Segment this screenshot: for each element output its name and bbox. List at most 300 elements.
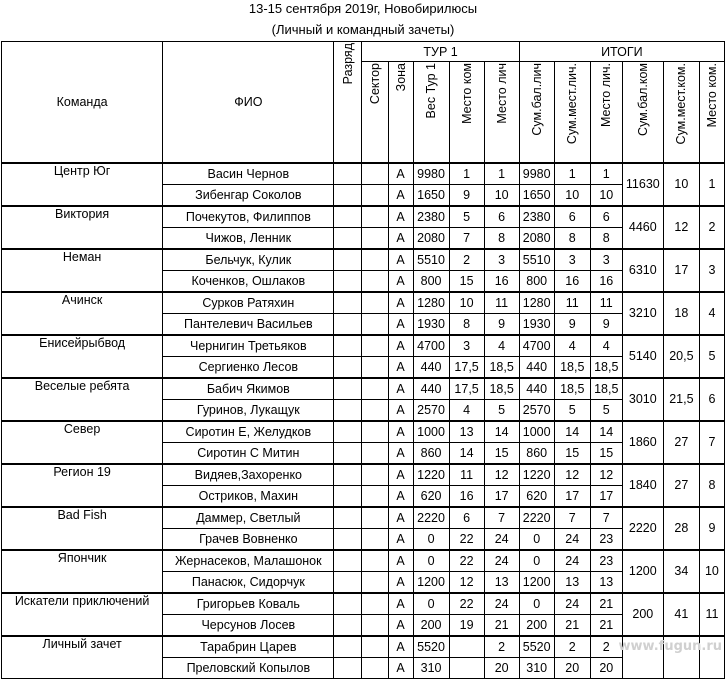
sum-places-team-cell: 27 bbox=[663, 464, 699, 507]
rank-cell bbox=[334, 399, 362, 421]
rank-cell bbox=[334, 227, 362, 249]
place-team-total-cell: 4 bbox=[699, 292, 724, 335]
place-team-cell: 17,5 bbox=[449, 378, 484, 400]
sum-places-team-cell: 34 bbox=[663, 550, 699, 593]
place-personal-total-cell: 14 bbox=[590, 421, 622, 443]
fio-cell: Тарабрин Царев bbox=[163, 636, 334, 658]
place-personal-total-cell: 8 bbox=[590, 227, 622, 249]
sector-cell bbox=[362, 206, 388, 228]
place-personal-cell: 15 bbox=[484, 442, 519, 464]
team-name-cell: Веселые ребята bbox=[2, 378, 163, 421]
place-personal-total-cell: 23 bbox=[590, 550, 622, 572]
sum-places-personal-cell: 2 bbox=[554, 636, 590, 658]
sum-places-team-cell: 10 bbox=[663, 163, 699, 206]
place-team-cell: 17,5 bbox=[449, 356, 484, 378]
fio-cell: Гуринов, Лукащук bbox=[163, 399, 334, 421]
fio-cell: Пантелевич Васильев bbox=[163, 313, 334, 335]
fio-cell: Остриков, Махин bbox=[163, 485, 334, 507]
place-personal-total-cell: 13 bbox=[590, 571, 622, 593]
rank-cell bbox=[334, 528, 362, 550]
place-personal-total-cell: 12 bbox=[590, 464, 622, 486]
place-personal-total-cell: 3 bbox=[590, 249, 622, 271]
fio-cell: Сергиенко Лесов bbox=[163, 356, 334, 378]
fio-cell: Почекутов, Филиппов bbox=[163, 206, 334, 228]
zone-cell: А bbox=[388, 485, 413, 507]
sum-places-personal-cell: 3 bbox=[554, 249, 590, 271]
rank-cell bbox=[334, 249, 362, 271]
place-personal-cell: 2 bbox=[484, 636, 519, 658]
weight-cell: 0 bbox=[413, 528, 449, 550]
rank-cell bbox=[334, 485, 362, 507]
place-personal-total-cell: 6 bbox=[590, 206, 622, 228]
header-weight: Вес Тур 1 bbox=[413, 62, 449, 163]
place-personal-cell: 11 bbox=[484, 292, 519, 314]
sum-places-personal-cell: 20 bbox=[554, 657, 590, 678]
place-team-cell: 7 bbox=[449, 227, 484, 249]
place-team-cell: 1 bbox=[449, 163, 484, 185]
header-team: Команда bbox=[2, 42, 163, 163]
weight-cell: 5510 bbox=[413, 249, 449, 271]
place-personal-cell: 21 bbox=[484, 614, 519, 636]
page-subtitle: (Личный и командный зачеты) bbox=[0, 22, 726, 37]
place-personal-cell: 24 bbox=[484, 593, 519, 615]
place-personal-cell: 1 bbox=[484, 163, 519, 185]
sum-places-team-cell: 27 bbox=[663, 421, 699, 464]
zone-cell: А bbox=[388, 270, 413, 292]
place-personal-total-cell: 21 bbox=[590, 614, 622, 636]
place-team-total-cell: 5 bbox=[699, 335, 724, 378]
zone-cell: А bbox=[388, 356, 413, 378]
header-tour-1: ТУР 1 bbox=[362, 42, 519, 62]
place-team-total-cell: 8 bbox=[699, 464, 724, 507]
place-personal-cell: 12 bbox=[484, 464, 519, 486]
sum-points-team-cell: 11630 bbox=[622, 163, 663, 206]
fio-cell: Грачев Вовненко bbox=[163, 528, 334, 550]
sector-cell bbox=[362, 292, 388, 314]
table-row bbox=[2, 550, 725, 572]
sector-cell bbox=[362, 335, 388, 357]
header-sum-points-personal: Сум.бал.лич bbox=[519, 62, 554, 163]
rank-cell bbox=[334, 184, 362, 206]
team-name-cell: Искатели приключений bbox=[2, 593, 163, 636]
sum-points-personal-cell: 1000 bbox=[519, 421, 554, 443]
sum-points-personal-cell: 5520 bbox=[519, 636, 554, 658]
sector-cell bbox=[362, 184, 388, 206]
table-row bbox=[2, 593, 725, 615]
sum-places-personal-cell: 10 bbox=[554, 184, 590, 206]
place-personal-cell: 4 bbox=[484, 335, 519, 357]
sum-points-personal-cell: 4700 bbox=[519, 335, 554, 357]
weight-cell: 5520 bbox=[413, 636, 449, 658]
place-team-cell: 22 bbox=[449, 593, 484, 615]
header-fio: ФИО bbox=[163, 42, 334, 163]
fio-cell: Чернигин Третьяков bbox=[163, 335, 334, 357]
weight-cell: 1000 bbox=[413, 421, 449, 443]
place-personal-cell: 9 bbox=[484, 313, 519, 335]
watermark-text: www.fugun.ru bbox=[619, 639, 722, 654]
sector-cell bbox=[362, 163, 388, 185]
place-team-cell: 4 bbox=[449, 399, 484, 421]
table-row bbox=[2, 206, 725, 228]
sector-cell bbox=[362, 442, 388, 464]
sum-places-personal-cell: 1 bbox=[554, 163, 590, 185]
place-personal-total-cell: 20 bbox=[590, 657, 622, 678]
team-name-cell: Центр Юг bbox=[2, 163, 163, 206]
sum-points-personal-cell: 0 bbox=[519, 550, 554, 572]
weight-cell: 800 bbox=[413, 270, 449, 292]
sum-points-personal-cell: 1280 bbox=[519, 292, 554, 314]
place-team-cell: 14 bbox=[449, 442, 484, 464]
sum-places-personal-cell: 9 bbox=[554, 313, 590, 335]
place-personal-total-cell: 9 bbox=[590, 313, 622, 335]
rank-cell bbox=[334, 614, 362, 636]
rank-cell bbox=[334, 507, 362, 529]
zone-cell: А bbox=[388, 184, 413, 206]
weight-cell: 2080 bbox=[413, 227, 449, 249]
place-team-cell: 22 bbox=[449, 550, 484, 572]
place-team-total-cell: 9 bbox=[699, 507, 724, 550]
sum-points-personal-cell: 0 bbox=[519, 593, 554, 615]
sum-points-personal-cell: 310 bbox=[519, 657, 554, 678]
sum-places-personal-cell: 21 bbox=[554, 614, 590, 636]
sum-points-personal-cell: 860 bbox=[519, 442, 554, 464]
place-team-cell: 12 bbox=[449, 571, 484, 593]
fio-cell: Сиротин С Митин bbox=[163, 442, 334, 464]
zone-cell: А bbox=[388, 206, 413, 228]
sum-points-personal-cell: 5510 bbox=[519, 249, 554, 271]
zone-cell: А bbox=[388, 657, 413, 678]
sum-points-personal-cell: 2080 bbox=[519, 227, 554, 249]
weight-cell: 4700 bbox=[413, 335, 449, 357]
zone-cell: А bbox=[388, 313, 413, 335]
place-team-cell: 16 bbox=[449, 485, 484, 507]
sector-cell bbox=[362, 636, 388, 658]
place-personal-cell: 24 bbox=[484, 550, 519, 572]
place-personal-total-cell: 4 bbox=[590, 335, 622, 357]
zone-cell: А bbox=[388, 421, 413, 443]
sum-places-team-cell: 12 bbox=[663, 206, 699, 249]
sector-cell bbox=[362, 528, 388, 550]
rank-cell bbox=[334, 292, 362, 314]
place-team-total-cell: 6 bbox=[699, 378, 724, 421]
place-personal-total-cell: 18,5 bbox=[590, 356, 622, 378]
place-personal-total-cell: 1 bbox=[590, 163, 622, 185]
place-personal-cell: 6 bbox=[484, 206, 519, 228]
zone-cell: А bbox=[388, 163, 413, 185]
sum-places-personal-cell: 24 bbox=[554, 593, 590, 615]
place-personal-total-cell: 7 bbox=[590, 507, 622, 529]
place-team-cell: 22 bbox=[449, 528, 484, 550]
table-row bbox=[2, 421, 725, 443]
sum-places-team-cell: 21,5 bbox=[663, 378, 699, 421]
fio-cell: Черсунов Лосев bbox=[163, 614, 334, 636]
sum-points-team-cell: 3210 bbox=[622, 292, 663, 335]
zone-cell: А bbox=[388, 571, 413, 593]
sum-points-team-cell: 6310 bbox=[622, 249, 663, 292]
weight-cell: 1930 bbox=[413, 313, 449, 335]
sum-points-personal-cell: 9980 bbox=[519, 163, 554, 185]
sector-cell bbox=[362, 378, 388, 400]
team-name-cell: Виктория bbox=[2, 206, 163, 249]
fio-cell: Коченков, Ошлаков bbox=[163, 270, 334, 292]
weight-cell: 1220 bbox=[413, 464, 449, 486]
header-sector: Сектор bbox=[362, 62, 388, 163]
table-row bbox=[2, 249, 725, 271]
header-sum-places-personal: Сум.мест.лич. bbox=[554, 62, 590, 163]
place-personal-total-cell: 15 bbox=[590, 442, 622, 464]
sector-cell bbox=[362, 593, 388, 615]
table-row bbox=[2, 163, 725, 185]
team-name-cell: Ачинск bbox=[2, 292, 163, 335]
zone-cell: А bbox=[388, 227, 413, 249]
weight-cell: 1650 bbox=[413, 184, 449, 206]
place-team-cell: 10 bbox=[449, 292, 484, 314]
sum-points-personal-cell: 200 bbox=[519, 614, 554, 636]
header-place-team: Место ком bbox=[449, 62, 484, 163]
weight-cell: 440 bbox=[413, 378, 449, 400]
fio-cell: Чижов, Ленник bbox=[163, 227, 334, 249]
place-team-cell: 15 bbox=[449, 270, 484, 292]
weight-cell: 9980 bbox=[413, 163, 449, 185]
place-team-cell: 3 bbox=[449, 335, 484, 357]
weight-cell: 2570 bbox=[413, 399, 449, 421]
sum-places-personal-cell: 7 bbox=[554, 507, 590, 529]
fio-cell: Панасюк, Сидорчук bbox=[163, 571, 334, 593]
place-personal-cell: 18,5 bbox=[484, 378, 519, 400]
sector-cell bbox=[362, 313, 388, 335]
sum-places-team-cell: 28 bbox=[663, 507, 699, 550]
fio-cell: Сиротин Е, Желудков bbox=[163, 421, 334, 443]
place-personal-total-cell: 16 bbox=[590, 270, 622, 292]
place-team-total-cell: 1 bbox=[699, 163, 724, 206]
zone-cell: А bbox=[388, 249, 413, 271]
sum-points-personal-cell: 620 bbox=[519, 485, 554, 507]
sector-cell bbox=[362, 227, 388, 249]
sector-cell bbox=[362, 421, 388, 443]
sum-places-team-cell: 18 bbox=[663, 292, 699, 335]
rank-cell bbox=[334, 335, 362, 357]
fio-cell: Видяев,Захоренко bbox=[163, 464, 334, 486]
sum-places-team-cell: 41 bbox=[663, 593, 699, 636]
zone-cell: А bbox=[388, 550, 413, 572]
zone-cell: А bbox=[388, 464, 413, 486]
place-personal-cell: 13 bbox=[484, 571, 519, 593]
zone-cell: А bbox=[388, 593, 413, 615]
sum-points-personal-cell: 1650 bbox=[519, 184, 554, 206]
place-personal-total-cell: 11 bbox=[590, 292, 622, 314]
place-team-cell: 2 bbox=[449, 249, 484, 271]
place-personal-total-cell: 2 bbox=[590, 636, 622, 658]
place-team-total-cell: 3 bbox=[699, 249, 724, 292]
sum-points-personal-cell: 800 bbox=[519, 270, 554, 292]
place-team-total-cell: 10 bbox=[699, 550, 724, 593]
rank-cell bbox=[334, 378, 362, 400]
weight-cell: 0 bbox=[413, 593, 449, 615]
weight-cell: 1200 bbox=[413, 571, 449, 593]
sum-places-team-cell: 20,5 bbox=[663, 335, 699, 378]
weight-cell: 620 bbox=[413, 485, 449, 507]
zone-cell: А bbox=[388, 507, 413, 529]
sum-places-personal-cell: 8 bbox=[554, 227, 590, 249]
fio-cell: Даммер, Светлый bbox=[163, 507, 334, 529]
place-team-total-cell: 2 bbox=[699, 206, 724, 249]
zone-cell: А bbox=[388, 614, 413, 636]
team-name-cell: Енисейрыбвод bbox=[2, 335, 163, 378]
sum-places-personal-cell: 12 bbox=[554, 464, 590, 486]
header-totals: ИТОГИ bbox=[519, 42, 724, 62]
table-row bbox=[2, 636, 725, 658]
rank-cell bbox=[334, 206, 362, 228]
weight-cell: 310 bbox=[413, 657, 449, 678]
sum-points-personal-cell: 1200 bbox=[519, 571, 554, 593]
sector-cell bbox=[362, 356, 388, 378]
place-personal-cell: 7 bbox=[484, 507, 519, 529]
header-rank: Разряд bbox=[334, 42, 362, 163]
sum-points-team-cell: 4460 bbox=[622, 206, 663, 249]
fio-cell: Зибенгар Соколов bbox=[163, 184, 334, 206]
weight-cell: 1280 bbox=[413, 292, 449, 314]
place-personal-cell: 5 bbox=[484, 399, 519, 421]
zone-cell: А bbox=[388, 335, 413, 357]
rank-cell bbox=[334, 571, 362, 593]
header-place-personal: Место лич bbox=[484, 62, 519, 163]
sum-points-team-cell: 2220 bbox=[622, 507, 663, 550]
place-personal-cell: 14 bbox=[484, 421, 519, 443]
sum-points-personal-cell: 1930 bbox=[519, 313, 554, 335]
sum-places-personal-cell: 17 bbox=[554, 485, 590, 507]
place-team-cell: 5 bbox=[449, 206, 484, 228]
sector-cell bbox=[362, 464, 388, 486]
sum-points-personal-cell: 2380 bbox=[519, 206, 554, 228]
place-team-cell: 9 bbox=[449, 184, 484, 206]
sum-points-team-cell: 5140 bbox=[622, 335, 663, 378]
place-personal-cell: 20 bbox=[484, 657, 519, 678]
header-sum-places-team: Сум.мест.ком. bbox=[663, 62, 699, 163]
sum-points-team-cell: 1840 bbox=[622, 464, 663, 507]
table-row bbox=[2, 335, 725, 357]
sum-points-team-cell: 1860 bbox=[622, 421, 663, 464]
sum-points-personal-cell: 1220 bbox=[519, 464, 554, 486]
rank-cell bbox=[334, 270, 362, 292]
sum-points-personal-cell: 440 bbox=[519, 378, 554, 400]
sum-points-personal-cell: 440 bbox=[519, 356, 554, 378]
fio-cell: Сурков Ратяхин bbox=[163, 292, 334, 314]
rank-cell bbox=[334, 464, 362, 486]
place-personal-cell: 18,5 bbox=[484, 356, 519, 378]
place-personal-cell: 17 bbox=[484, 485, 519, 507]
sum-places-personal-cell: 6 bbox=[554, 206, 590, 228]
place-personal-total-cell: 23 bbox=[590, 528, 622, 550]
sum-places-personal-cell: 14 bbox=[554, 421, 590, 443]
sum-places-personal-cell: 16 bbox=[554, 270, 590, 292]
place-personal-cell: 3 bbox=[484, 249, 519, 271]
weight-cell: 200 bbox=[413, 614, 449, 636]
sector-cell bbox=[362, 571, 388, 593]
page-title: 13-15 сентября 2019г, Новобирилюсы bbox=[0, 1, 726, 16]
zone-cell: А bbox=[388, 378, 413, 400]
sum-places-personal-cell: 5 bbox=[554, 399, 590, 421]
weight-cell: 860 bbox=[413, 442, 449, 464]
rank-cell bbox=[334, 636, 362, 658]
place-personal-total-cell: 21 bbox=[590, 593, 622, 615]
team-name-cell: Регион 19 bbox=[2, 464, 163, 507]
header-place-personal-total: Место лич. bbox=[590, 62, 622, 163]
weight-cell: 2380 bbox=[413, 206, 449, 228]
rank-cell bbox=[334, 593, 362, 615]
sum-points-team-cell: 3010 bbox=[622, 378, 663, 421]
sum-places-personal-cell: 24 bbox=[554, 550, 590, 572]
sum-places-personal-cell: 11 bbox=[554, 292, 590, 314]
rank-cell bbox=[334, 550, 362, 572]
place-team-cell: 11 bbox=[449, 464, 484, 486]
table-row bbox=[2, 378, 725, 400]
results-table bbox=[1, 41, 725, 679]
place-team-cell: 6 bbox=[449, 507, 484, 529]
fio-cell: Преловский Копылов bbox=[163, 657, 334, 678]
weight-cell: 2220 bbox=[413, 507, 449, 529]
sum-points-personal-cell: 0 bbox=[519, 528, 554, 550]
weight-cell: 0 bbox=[413, 550, 449, 572]
fio-cell: Васин Чернов bbox=[163, 163, 334, 185]
sum-places-personal-cell: 24 bbox=[554, 528, 590, 550]
rank-cell bbox=[334, 313, 362, 335]
team-name-cell: Япончик bbox=[2, 550, 163, 593]
team-name-cell: Личный зачет bbox=[2, 636, 163, 679]
header-sum-points-team: Сум.бал.ком bbox=[622, 62, 663, 163]
rank-cell bbox=[334, 421, 362, 443]
sum-points-team-cell: 1200 bbox=[622, 550, 663, 593]
weight-cell: 440 bbox=[413, 356, 449, 378]
place-personal-cell: 8 bbox=[484, 227, 519, 249]
sector-cell bbox=[362, 550, 388, 572]
place-personal-cell: 24 bbox=[484, 528, 519, 550]
sum-places-personal-cell: 18,5 bbox=[554, 356, 590, 378]
table-row bbox=[2, 464, 725, 486]
sector-cell bbox=[362, 270, 388, 292]
sector-cell bbox=[362, 507, 388, 529]
place-team-cell: 19 bbox=[449, 614, 484, 636]
place-team-total-cell: 11 bbox=[699, 593, 724, 636]
team-name-cell: Неман bbox=[2, 249, 163, 292]
place-personal-cell: 10 bbox=[484, 184, 519, 206]
place-personal-total-cell: 18,5 bbox=[590, 378, 622, 400]
table-row bbox=[2, 292, 725, 314]
sector-cell bbox=[362, 485, 388, 507]
sum-places-personal-cell: 13 bbox=[554, 571, 590, 593]
zone-cell: А bbox=[388, 442, 413, 464]
fio-cell: Григорьев Коваль bbox=[163, 593, 334, 615]
place-personal-total-cell: 10 bbox=[590, 184, 622, 206]
place-team-total-cell: 7 bbox=[699, 421, 724, 464]
header-place-team-total: Место ком. bbox=[699, 62, 724, 163]
fio-cell: Бельчук, Кулик bbox=[163, 249, 334, 271]
table-row bbox=[2, 507, 725, 529]
place-team-cell: 8 bbox=[449, 313, 484, 335]
sector-cell bbox=[362, 399, 388, 421]
rank-cell bbox=[334, 442, 362, 464]
team-name-cell: Bad Fish bbox=[2, 507, 163, 550]
fio-cell: Жернасеков, Малашонок bbox=[163, 550, 334, 572]
header-zone: Зона bbox=[388, 62, 413, 163]
zone-cell: А bbox=[388, 292, 413, 314]
sum-places-personal-cell: 15 bbox=[554, 442, 590, 464]
sum-places-personal-cell: 18,5 bbox=[554, 378, 590, 400]
sum-places-personal-cell: 4 bbox=[554, 335, 590, 357]
place-personal-cell: 16 bbox=[484, 270, 519, 292]
zone-cell: А bbox=[388, 636, 413, 658]
fio-cell: Бабич Якимов bbox=[163, 378, 334, 400]
rank-cell bbox=[334, 356, 362, 378]
